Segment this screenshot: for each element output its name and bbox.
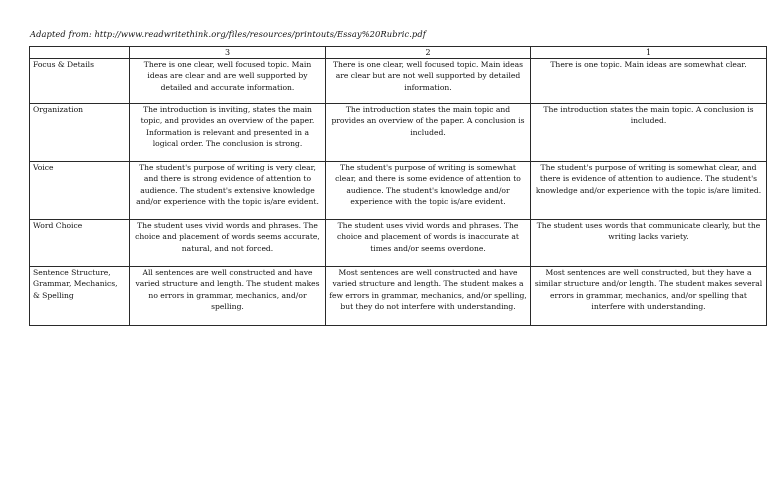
score-1-cell: The student uses words that communicate clearly, but the writing lacks variety. (531, 220, 767, 267)
table-row (30, 59, 767, 104)
table-row (30, 220, 767, 267)
score-1-cell: The student's purpose of writing is somewhat clear, and there is evidence of attention to audience. The student's knowledge and/or experience with the topic is/are limited. (531, 162, 767, 220)
criterion-cell: Word Choice (30, 220, 130, 267)
header-score-3: 3 (130, 47, 326, 59)
score-1-cell: There is one topic. Main ideas are somewhat clear. (531, 59, 767, 104)
score-1-cell: The introduction states the main topic. A conclusion is included. (531, 104, 767, 162)
header-blank-cell (30, 47, 130, 59)
table-row (30, 104, 767, 162)
score-3-cell: There is one clear, well focused topic. Main ideas are clear and are well supported by detailed and accurate information. (130, 59, 326, 104)
score-1-cell: Most sentences are well constructed, but they have a similar structure and/or length. The student makes several errors in grammar, mechanics, and/or spelling that interfere with understanding. (531, 267, 767, 326)
score-2-cell: Most sentences are well constructed and have varied structure and length. The student makes a few errors in grammar, mechanics, and/or spelling, but they do not interfere with understanding. (326, 267, 531, 326)
criterion-cell: Sentence Structure, Grammar, Mechanics, & Spelling (30, 267, 130, 326)
score-3-cell: The student's purpose of writing is very clear, and there is strong evidence of attention to audience. The student's extensive knowledge and/or experience with the topic is/are evident. (130, 162, 326, 220)
score-3-cell: The introduction is inviting, states the main topic, and provides an overview of the paper. Information is relevant and presented in a logical order. The conclusion is strong. (130, 104, 326, 162)
essay-rubric-table (29, 46, 767, 326)
score-2-cell: The student's purpose of writing is somewhat clear, and there is some evidence of attention to audience. The student's knowledge and/or experience with the topic is/are evident. (326, 162, 531, 220)
table-row (30, 267, 767, 326)
score-2-cell: The student uses vivid words and phrases. The choice and placement of words is inaccurate at times and/or seems overdone. (326, 220, 531, 267)
score-2-cell: The introduction states the main topic and provides an overview of the paper. A conclusion is included. (326, 104, 531, 162)
criterion-cell: Focus & Details (30, 59, 130, 104)
score-2-cell: There is one clear, well focused topic. Main ideas are clear but are not well supported by detailed information. (326, 59, 531, 104)
criterion-cell: Organization (30, 104, 130, 162)
table-row (30, 162, 767, 220)
criterion-cell: Voice (30, 162, 130, 220)
score-3-cell: The student uses vivid words and phrases. The choice and placement of words seems accurate, natural, and not forced. (130, 220, 326, 267)
score-3-cell: All sentences are well constructed and have varied structure and length. The student makes no errors in grammar, mechanics, and/or spelling. (130, 267, 326, 326)
header-row (30, 47, 767, 59)
header-score-1: 1 (531, 47, 767, 59)
header-score-2: 2 (326, 47, 531, 59)
source-citation: Adapted from: http://www.readwritethink.org/files/resources/printouts/Essay%20Rubric.pdf (30, 29, 426, 39)
